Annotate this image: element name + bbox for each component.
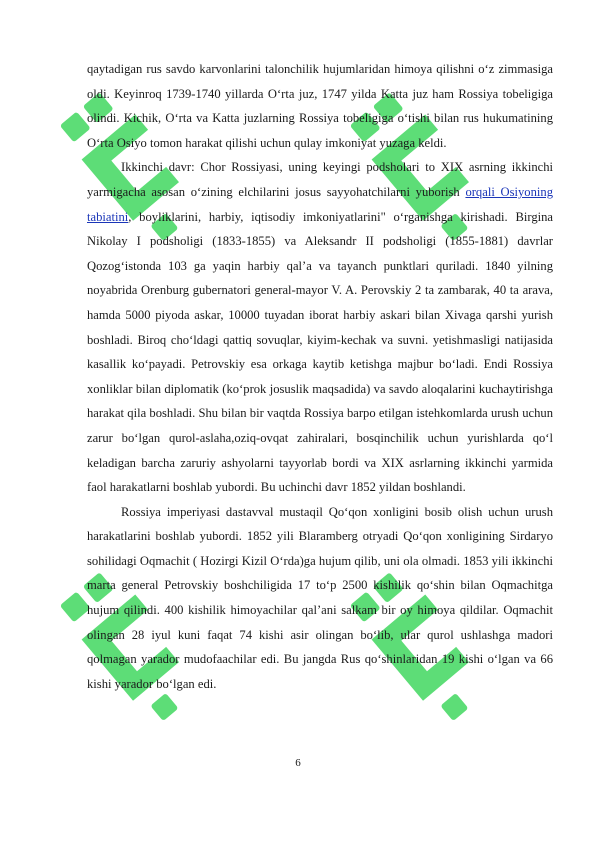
paragraph-1: qaytadigan rus savdo karvonlarini talonchilik hujumlaridan himoya qilishni o‘z zimmasiga oldi. Keyinroq 1739-1740 yillarda O‘rta juz, 1747 yilda Katta juz ham Rossiya tobeligiga olindi. Kichik, O‘rta va Katta juzlarning Rossiya tobeligiga o‘tishi bilan rus hukumatining O‘rta Osiyo tomon harakat qilishi uchun qulay imkoniyat yuzaga keldi. [87,62,553,150]
paragraph-2 [87,155,553,499]
inline-link[interactable]: orqali Osiyoning tabiatini [87,184,553,224]
page-number: 6 [295,757,301,769]
body-text [87,57,553,696]
paragraph-3: Rossiya imperiyasi dastavval mustaqil Qo‘qon xonligini bosib olish uchun urush harakatlarini boshlab yubordi. 1852 yili Blaramberg otryadi Qo‘qon xonligining Sirdaryo sohilidagi Oqmachit ( Hozirgi Kizil O‘rda)ga hujum qilib, uni ola olmadi. 1853 yili ikkinchi marta general Petrovskiy boshchiligida 17 to‘p 2500 kishilik qo‘shin bilan Oqmachitga hujum qilindi. 400 kishilik himoyachilar qal’ani salkam bir oy himoya qildilar. Oqmachit olingan 28 iyul kuni faqat 74 kishi asir olingan bo‘lib, ular qurol ushlashga madori qolmagan yarador mudofaachilar edi. Bu jangda Rus qo‘shinlaridan 19 kishi o‘lgan va 66 kishi yarador bo‘lgan edi. [87,504,553,691]
paragraph-2-text-start: Ikkinchi davr: Chor Rossiyasi, uning keyingi podsholari to XIX asrning ikkinchi yarmigacha asosan o‘zining elchilarini josus sayyohatchilarni yuborish [87,160,553,199]
paragraph-2-text-end: , boyliklarini, harbiy, iqtisodiy imkoniyatlarini" o‘rganishga kirishadi. Birgina Nikolay I podsholigi (1833-1855) va Aleksandr II podsholigi (1855-1881) davrlar Qozog‘istonda 103 ga yaqin harbiy qal’a va tayanch punktlari quriladi. 1840 yilning noyabrida Orenburg gubernatori general-mayor V. A. Perovskiy 2 ta zambarak, 40 ta arava, hamda 5000 piyoda askar, 10000 tuyadan iborat harbiy askari bilan Xivaga qarshi yurish boshladi. Biroq cho‘ldagi qattiq sovuqlar, kiyim-kechak va suvni. yetishmasligi natijasida kasallik ko‘payadi. Petrovskiy esa orkaga kaytib ketishga majbur bo‘ladi. Endi Rossiya xonliklar bilan diplomatik (ko‘prok josuslik maqsadida) va savdo aloqalarini kuchaytirishga harakat qila boshladi. Shu bilan bir vaqtda Rossiya barpo etilgan istehkomlarda urush uchun zarur bo‘lgan qurol-aslaha,oziq-ovqat zahiralari, bosqinchilik uchun yurishlarda qo‘l keladigan barcha zaruriy ashyolarni tayyorlab bordi va XIX asrlarning ikkinchi yarmida faol harakatlarni boshlab yubordi. Bu uchinchi davr 1852 yildan boshlandi. [87,209,553,495]
